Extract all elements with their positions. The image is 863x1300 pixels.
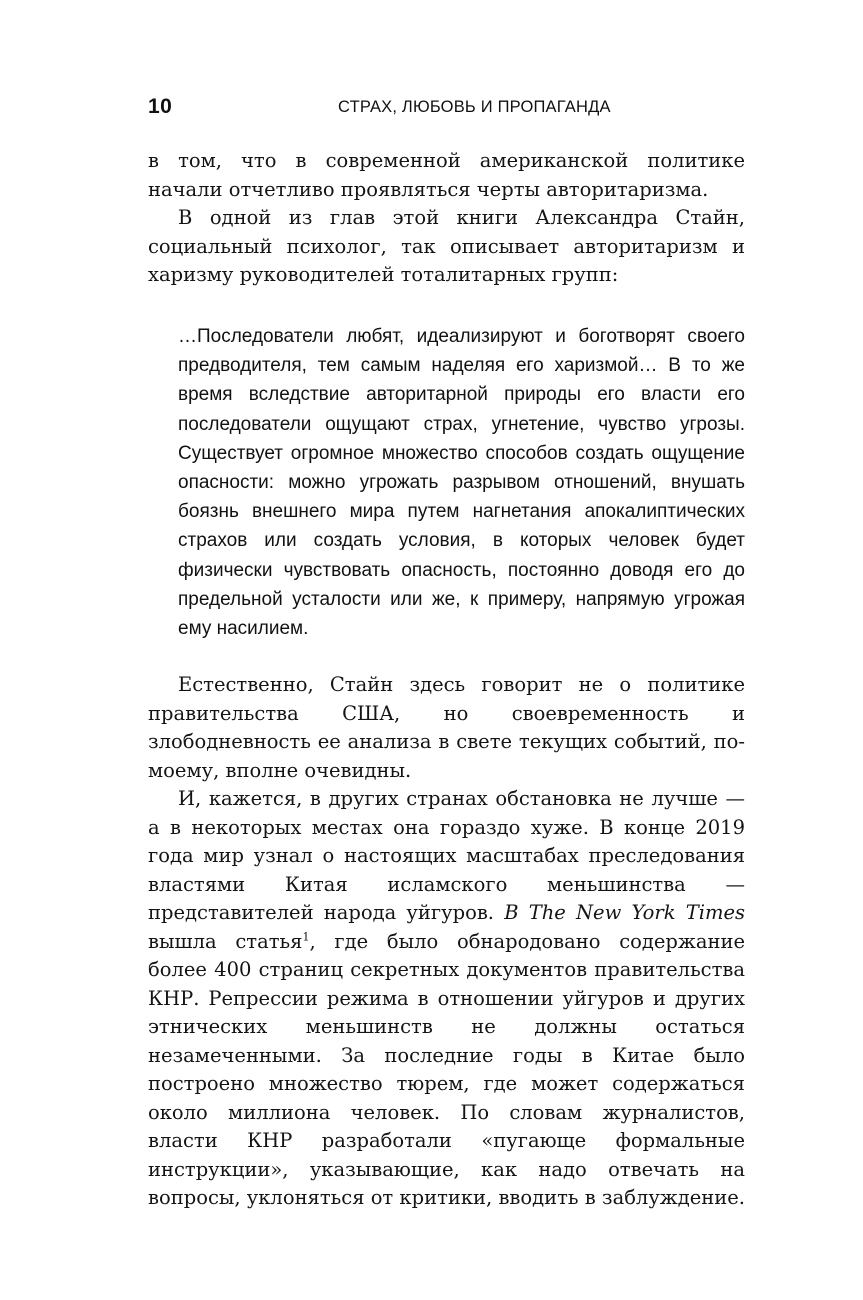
- china-text-part2: вышла статья: [148, 929, 303, 953]
- footnote-mark[interactable]: 1: [302, 930, 310, 943]
- china-text-part1: И, кажется, в других странах обстановка не лучше — а в некоторых местах она гораздо хуже. В конце 2019 года мир узнал о настоящих масштабах преследования властями Китая исламского меньшинства — представителей народа уйгуров.: [148, 787, 745, 924]
- text-after-quote: [148, 671, 745, 1213]
- text-before-quote: [148, 147, 745, 290]
- running-title: СТРАХ, ЛЮБОВЬ И ПРОПАГАНДА: [338, 98, 611, 116]
- paragraph-intro-quote: В одной из глав этой книги Александра Стайн, социальный психолог, так описывает авторитаризм и харизму руководителей тоталитарных групп:: [148, 206, 745, 286]
- block-quote: [178, 322, 745, 643]
- paragraph-stein-comment: Естественно, Стайн здесь говорит не о политике правительства США, но своевременность и злободневность ее анализа в свете текущих событий, по-моему, вполне очевидны.: [148, 673, 745, 782]
- china-text-part3: , где было обнародовано содержание более 400 страниц секретных документов правительства КНР. Репрессии режима в отношении уйгуров и других этнических меньшинств не должны остаться незамеченными. За последние годы в Китае было построено множество тюрем, где может содержаться около миллиона человек. По словам журналистов, власти КНР разработали «пугающе формальные инструкции», указывающие, как надо отвечать на вопросы, уклоняться от критики, вводить в заблуждение.: [148, 929, 746, 1209]
- page-header: [148, 95, 745, 125]
- source-title: В The New York Times: [504, 901, 745, 924]
- paragraph-china: [148, 785, 745, 1213]
- page-number: 10: [148, 95, 173, 118]
- quote-text: …Последователи любят, идеализируют и боготворят своего предводителя, тем самым наделяя его харизмой… В то же время вследствие авторитарной природы его власти его последователи ощущают страх, угнетение, чувство угрозы. Существует огромное множество способов создать ощущение опасности: можно угрожать разрывом отношений, внушать боязнь внешнего мира путем нагнетания апокалиптических страхов или создать условия, в которых человек будет физически чувствовать опасность, постоянно доводя его до предельной усталости или же, к примеру, напрямую угрожая ему насилием.: [178, 326, 745, 640]
- paragraph-continuation: в том, что в современной американской политике начали отчетливо проявляться черты авторитаризма.: [148, 149, 745, 201]
